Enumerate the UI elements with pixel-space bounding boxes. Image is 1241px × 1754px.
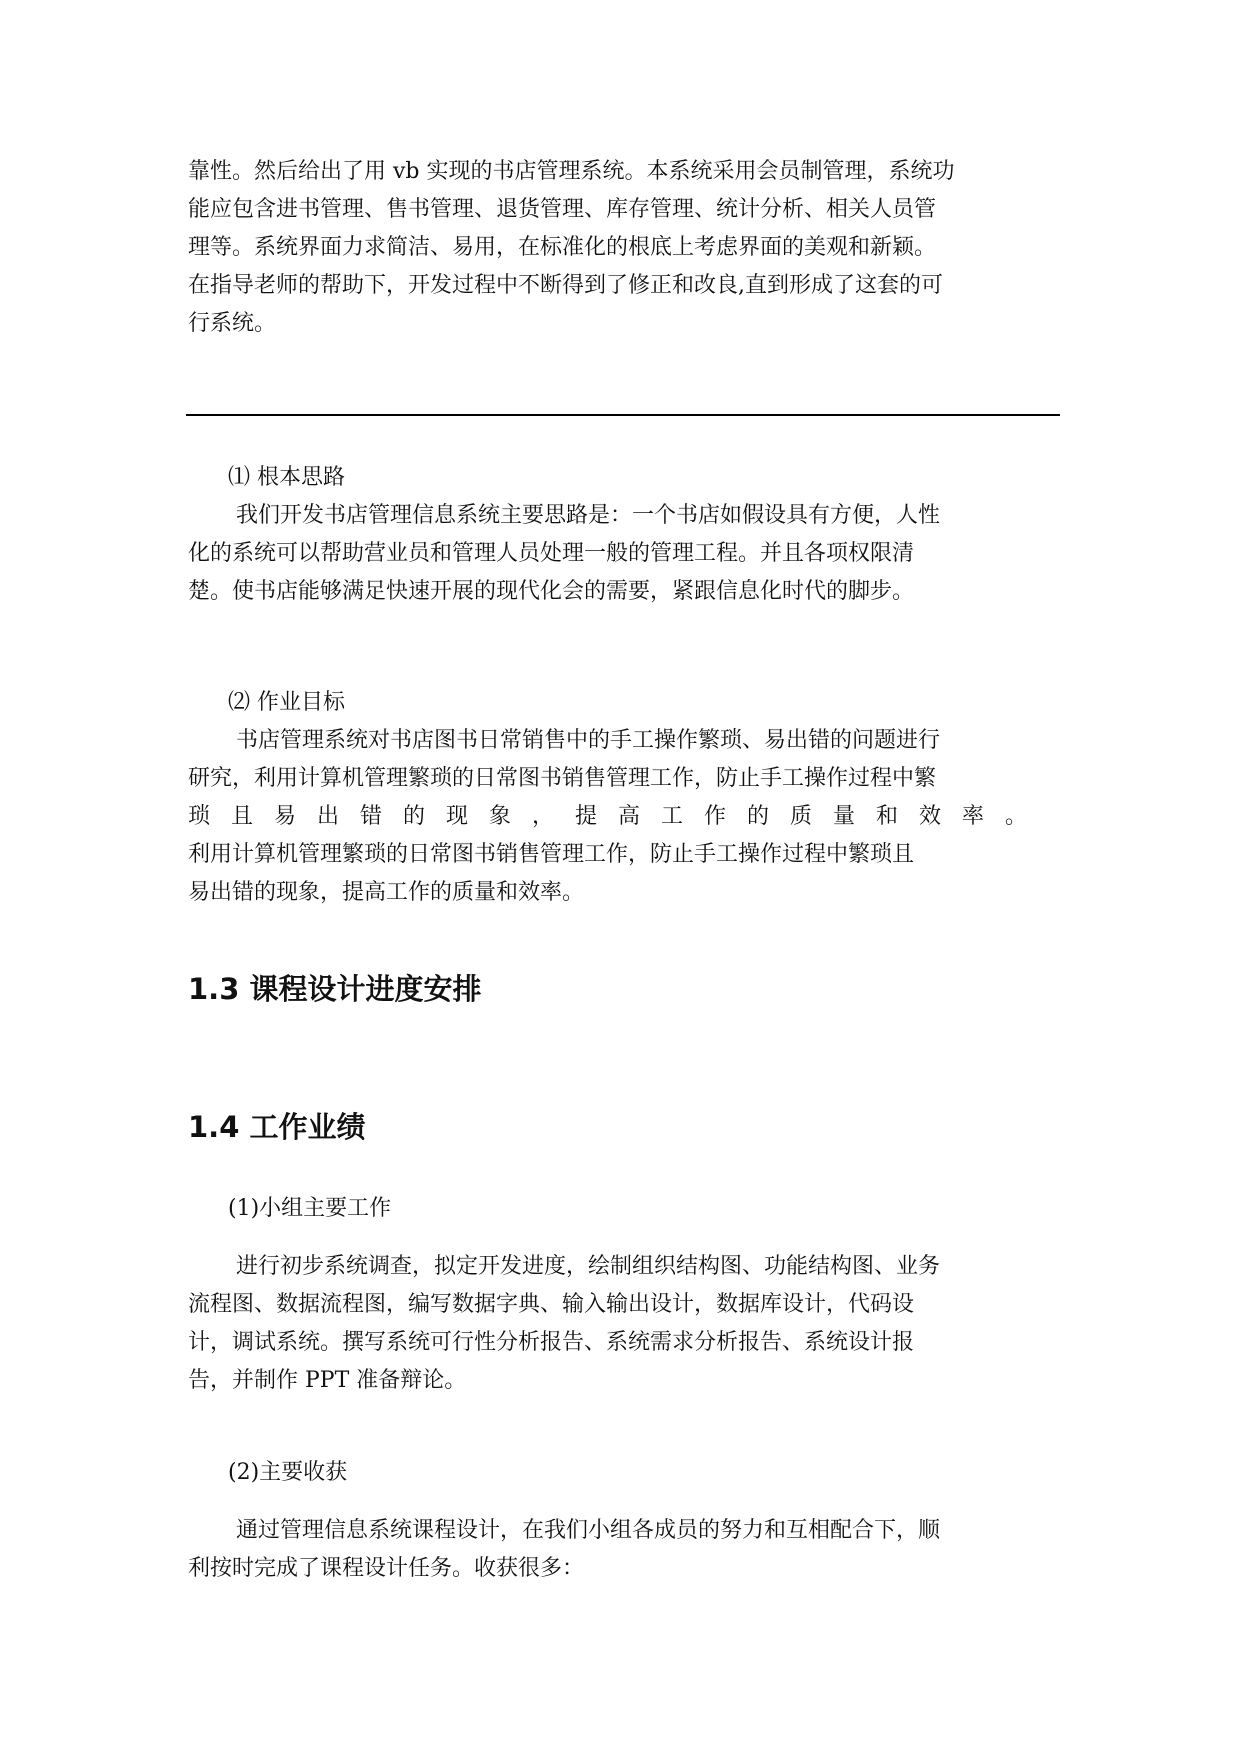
heading-1-4: 1.4 工作业绩 [188,1110,366,1144]
section-idea [188,461,1058,611]
section-gain-heading: (2)主要收获 [228,1460,348,1485]
section-work-line: 流程图、数据流程图，编写数据字典、输入输出设计，数据库设计，代码设 [188,1292,915,1317]
section-goal-heading: ⑵ 作业目标 [228,690,345,715]
section-heading-1-4 [188,1107,1058,1147]
section-goal-line: 书店管理系统对书店图书日常销售中的手工操作繁琐、易出错的问题进行 [236,728,941,753]
intro-line: 靠性。然后给出了用 vb 实现的书店管理系统。本系统采用会员制管理，系统功 [188,159,955,184]
section-goal-line: 琐且易出错的现象，提高工作的质量和效率。 [188,804,1049,829]
intro-line: 能应包含进书管理、售书管理、退货管理、库存管理、统计分析、相关人员管 [188,197,937,222]
intro-line: 行系统。 [188,311,277,336]
section-gain-line: 利按时完成了课程设计任务。收获很多： [188,1556,585,1581]
heading-1-3: 1.3 课程设计进度安排 [188,972,482,1006]
section-goal [188,686,1058,912]
section-gain [188,1456,1058,1588]
section-idea-heading: ⑴ 根本思路 [228,465,345,490]
section-goal-line: 研究，利用计算机管理繁琐的日常图书销售管理工作，防止手工操作过程中繁 [188,766,937,791]
section-goal-line: 易出错的现象，提高工作的质量和效率。 [188,880,585,905]
section-gain-line: 通过管理信息系统课程设计，在我们小组各成员的努力和互相配合下，顺 [236,1518,941,1543]
section-idea-line: 我们开发书店管理信息系统主要思路是：一个书店如假设具有方便，人性 [236,503,941,528]
section-work-line: 告，并制作 PPT 准备辩论。 [188,1368,467,1393]
section-work-heading: (1)小组主要工作 [228,1196,392,1221]
section-work [188,1192,1058,1400]
section-idea-line: 楚。使书店能够满足快速开展的现代化会的需要，紧跟信息化时代的脚步。 [188,579,915,604]
section-work-line: 计，调试系统。撰写系统可行性分析报告、系统需求分析报告、系统设计报 [188,1330,915,1355]
intro-line: 在指导老师的帮助下，开发过程中不断得到了修正和改良,直到形成了这套的可 [188,273,943,298]
section-goal-line: 利用计算机管理繁琐的日常图书销售管理工作，防止手工操作过程中繁琐且 [188,842,915,867]
intro-line: 理等。系统界面力求简洁、易用，在标准化的根底上考虑界面的美观和新颖。 [188,235,937,260]
section-work-line: 进行初步系统调查，拟定开发进度，绘制组织结构图、功能结构图、业务 [236,1254,941,1279]
section-idea-line: 化的系统可以帮助营业员和管理人员处理一般的管理工程。并且各项权限清 [188,541,915,566]
section-heading-1-3 [188,969,1058,1009]
intro-paragraph [188,153,1058,343]
horizontal-divider [186,414,1060,416]
